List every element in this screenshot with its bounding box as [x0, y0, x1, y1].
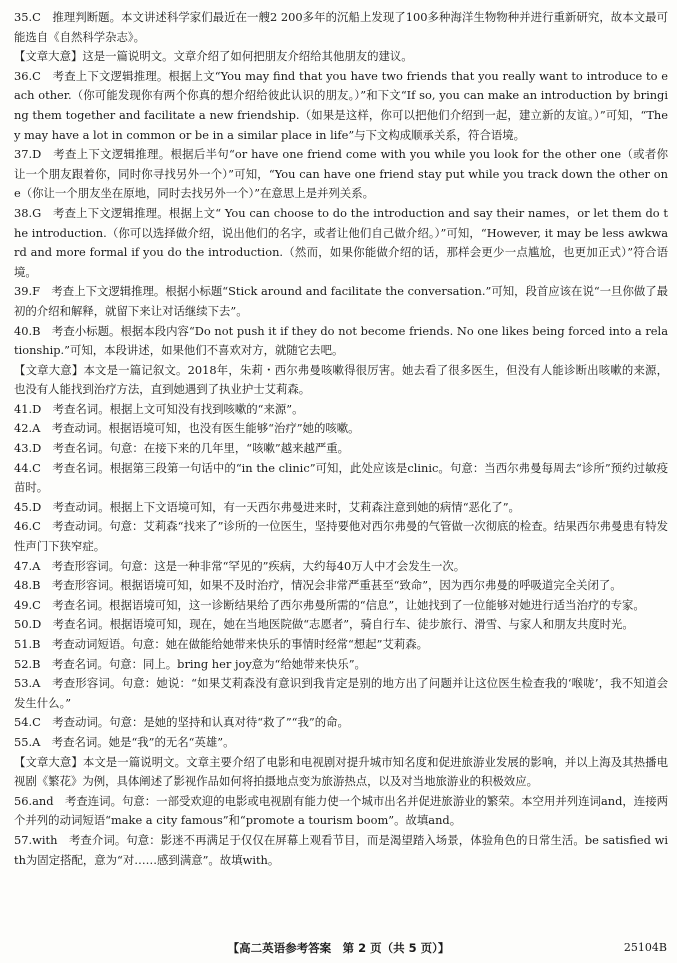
page-footer — [0, 938, 677, 958]
answer-52: 52.B 考查名词。句意：同上。bring her joy意为“给她带来快乐”。 — [14, 656, 366, 671]
answer-37: 37.D 考查上下文逻辑推理。根据后半句“or have one friend come with you while you look for the other one（或者你让一个朋友跟着你，同时你寻找另外一个）”可知，“You can have one friend stay put while you track down the other one（你让一个朋友坐在原地，同时去找另外一个）”在意思上是并列关系。 — [14, 147, 668, 201]
answer-46: 46.C 考查动词。句意：艾莉森“找来了”诊所的一位医生，坚持要他对西尔弗曼的气管做一次彻底的检查。结果西尔弗曼患有特发性声门下狭窄症。 — [14, 519, 668, 554]
answer-45: 45.D 考查动词。根据上下文语境可知，有一天西尔弗曼进来时，艾莉森注意到她的病情“恶化了”。 — [14, 499, 520, 514]
answer-43: 43.D 考查名词。句意：在接下来的几年里，“咳嗽”越来越严重。 — [14, 441, 350, 456]
answer-53: 53.A 考查形容词。句意：她说：“如果艾莉森没有意识到我肯定是别的地方出了问题并让这位医生检查我的‘喉咙’，我不知道会发生什么。” — [14, 676, 668, 710]
passage-summary-1: 【文章大意】这是一篇说明文。文章介绍了如何把朋友介绍给其他朋友的建议。 — [14, 49, 413, 64]
answer-35: 35.C 推理判断题。本文讲述科学家们最近在一艘2 200多年的沉船上发现了100多种海洋生物物种并进行重新研究，故本文最可能选自《自然科学杂志》。 — [14, 10, 668, 44]
answer-55: 55.A 考查名词。她是“我”的无名“英雄”。 — [14, 734, 235, 749]
answer-38: 38.G 考查上下文逻辑推理。根据上文“ You can choose to do the introduction and say their names，or let them do the introduction.（你可以选择做介绍，说出他们的名字，或者让他们自己做介绍。）”可知，“However, it may be less awkward and more formal if you do the introduction.（然而，如果你能做介绍的话，那样会更少一点尴尬，也更加正式）”符合语境。 — [14, 205, 668, 279]
passage-summary-2: 【文章大意】本文是一篇记叙文。2018年，朱莉・西尔弗曼咳嗽得很厉害。她去看了很多医生，但没有人能诊断出咳嗽的来源，也没有人能找到治疗方法，直到她遇到了执业护士艾莉森。 — [14, 362, 668, 397]
answer-36: 36.C 考查上下文逻辑推理。根据上文“You may find that you have two friends that you really want to introduce to each other.（你可能发现你有两个你真的想介绍给彼此认识的朋友。）”和下文“If so, you can make an introduction by bringing them together and facilitate a new friendship.（如果是这样，你可以把他们介绍到一起，建立新的友谊。）”可知，“They may have a lot in common or be in a similar place in life”与下文构成顺承关系，符合语境。 — [14, 68, 668, 142]
answer-50: 50.D 考查名词。根据语境可知，现在，她在当地医院做“志愿者”，骑自行车、徒步旅行、滑雪、与家人和朋友共度时光。 — [14, 617, 634, 632]
answer-47: 47.A 考查形容词。句意：这是一种非常“罕见的”疾病，大约每40万人中才会发生一次。 — [14, 558, 466, 573]
answer-42: 42.A 考查动词。根据语境可知，也没有医生能够“治疗”她的咳嗽。 — [14, 421, 360, 436]
answer-54: 54.C 考查动词。句意：是她的坚持和认真对待“救了”“我”的命。 — [14, 715, 349, 730]
answer-56: 56.and 考查连词。句意：一部受欢迎的电影或电视剧有能力使一个城市出名并促进旅游业的繁荣。本空用并列连词and，连接两个并列的动词短语“make a city famous”和“promote a tourism boom”。故填and。 — [14, 793, 668, 828]
answer-39: 39.F 考查上下文逻辑推理。根据小标题“Stick around and facilitate the conversation.”可知，段首应该在说“一旦你做了最初的介绍和解释，就留下来让对话继续下去”。 — [14, 284, 669, 318]
answer-44: 44.C 考查名词。根据第三段第一句话中的“in the clinic”可知，此处应该是clinic。句意：当西尔弗曼每周去“诊所”预约过敏疫苗时。 — [14, 460, 668, 495]
answer-48: 48.B 考查形容词。根据语境可知，如果不及时治疗，情况会非常严重甚至“致命”，因为西尔弗曼的呼吸道完全关闭了。 — [14, 578, 622, 593]
passage-summary-3: 【文章大意】本文是一篇说明文。文章主要介绍了电影和电视剧对提升城市知名度和促进旅游业发展的影响，并以上海及其热播电视剧《繁花》为例，具体阐述了影视作品如何将拍摄地点变为旅游热点，以及对当地旅游业的积极效应。 — [14, 754, 668, 789]
answer-51: 51.B 考查动词短语。句意：她在做能给她带来快乐的事情时经常“想起”艾莉森。 — [14, 637, 429, 651]
answer-40: 40.B 考查小标题。根据本段内容“Do not push it if they do not become friends. No one likes being forced into a relationship.”可知，本段讲述，如果他们不喜欢对方，就随它去吧。 — [14, 323, 668, 358]
answer-49: 49.C 考查名词。根据语境可知，这一诊断结果给了西尔弗曼所需的“信息”，让她找到了一位能够对她进行适当治疗的专家。 — [14, 597, 645, 612]
footer-page-info: 【高二英语参考答案 第 2 页（共 5 页）】 — [227, 941, 450, 955]
answer-57: 57.with 考查介词。句意：影迷不再满足于仅仅在屏幕上观看节目，而是渴望踏入场景，体验角色的日常生活。be satisfied with为固定搭配，意为“对……感到满意”。故填with。 — [14, 832, 668, 867]
answer-41: 41.D 考查名词。根据上文可知没有找到咳嗽的“来源”。 — [14, 401, 304, 416]
answer-sheet-page — [14, 8, 668, 870]
footer-exam-code: 25104B — [623, 941, 667, 954]
